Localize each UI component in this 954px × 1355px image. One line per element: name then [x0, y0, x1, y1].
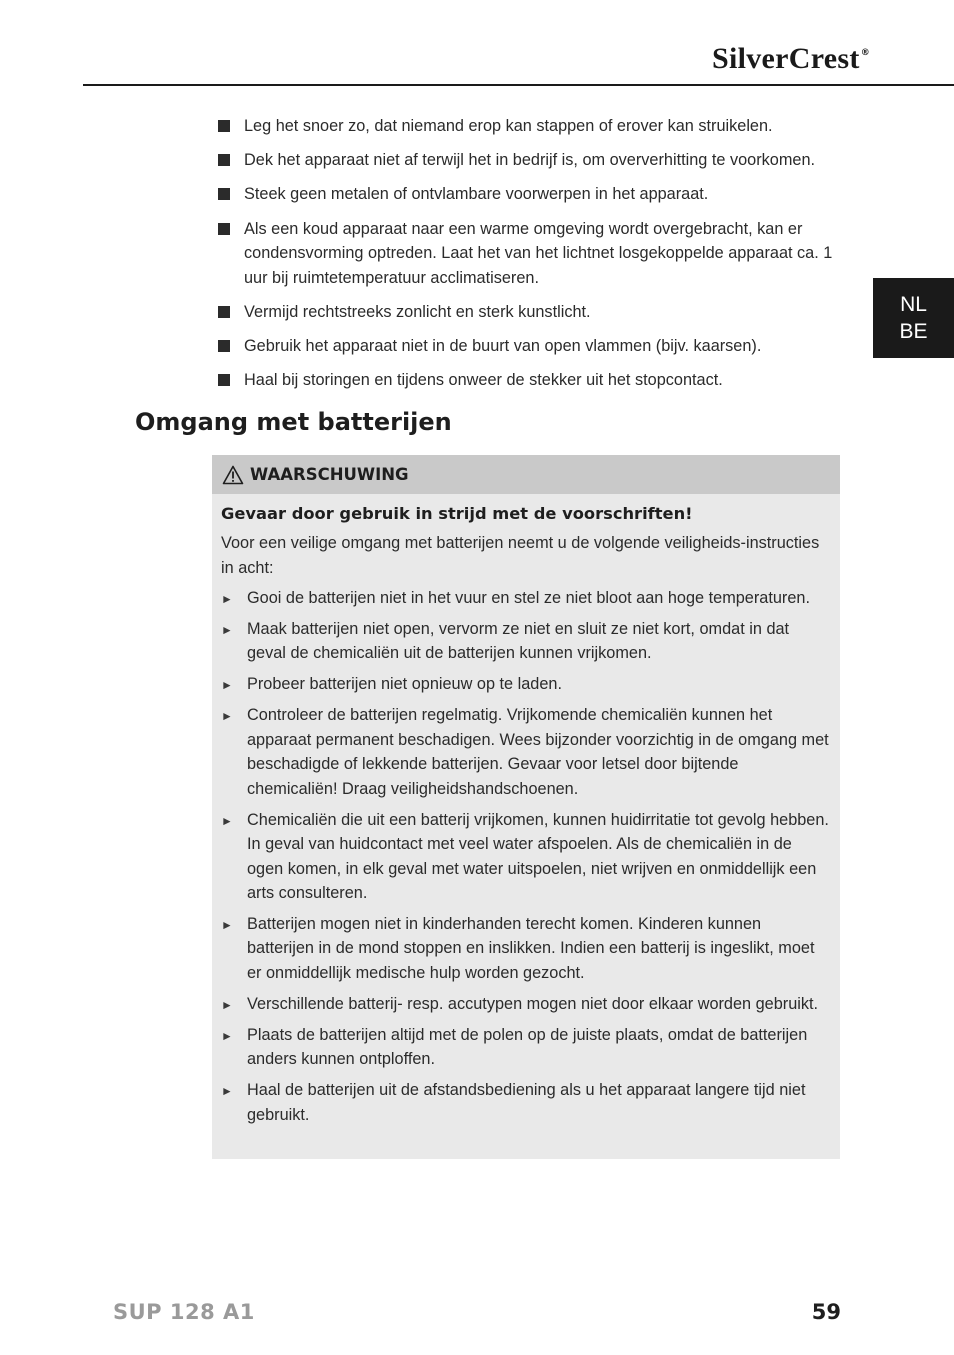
- list-item: [218, 300, 858, 325]
- list-item: [221, 672, 832, 697]
- warning-list: [212, 586, 840, 1127]
- brand-logo: [712, 42, 870, 76]
- list-item: [218, 217, 858, 291]
- footer-model: SUP 128 A1: [113, 1300, 255, 1324]
- list-item: [218, 114, 858, 139]
- brand-logo-text: SilverCrest: [711, 42, 860, 75]
- safety-bullet-list: [218, 114, 858, 402]
- square-bullet-icon: [218, 306, 230, 318]
- language-tab: [873, 278, 954, 358]
- arrow-bullet-icon: ►: [221, 997, 233, 1012]
- arrow-bullet-icon: ►: [221, 592, 233, 606]
- warning-box: [212, 455, 840, 1159]
- list-item: [218, 148, 858, 173]
- warning-subtitle: Gevaar door gebruik in strijd met de voorschriften!: [221, 504, 693, 523]
- arrow-bullet-icon: ►: [221, 709, 233, 724]
- list-item: [218, 182, 858, 207]
- square-bullet-icon: [218, 340, 230, 352]
- list-item-text: Gooi de batterijen niet in het vuur en stel ze niet bloot aan hoge temperaturen.: [247, 589, 810, 607]
- list-item-text: Batterijen mogen niet in kinderhanden terecht komen. Kinderen kunnen batterijen in de mond stoppen en inslikken. Indien een batterij is ingeslikt, moet er onmiddellijk medische hulp worden gezocht.: [247, 914, 815, 982]
- warning-label: WAARSCHUWING: [250, 465, 409, 484]
- list-item-text: Leg het snoer zo, dat niemand erop kan stappen of erover kan struikelen.: [244, 117, 773, 135]
- square-bullet-icon: [218, 154, 230, 166]
- list-item-text: Plaats de batterijen altijd met de polen op de juiste plaats, omdat de batterijen anders kunnen ontploffen.: [247, 1025, 808, 1069]
- list-item: [221, 586, 832, 611]
- list-item: [221, 912, 832, 986]
- list-item: [218, 368, 858, 393]
- list-item-text: Gebruik het apparaat niet in de buurt van open vlammen (bijv. kaarsen).: [244, 336, 762, 355]
- page-number: 59: [811, 1300, 841, 1324]
- arrow-bullet-icon: ►: [221, 1084, 233, 1099]
- registered-mark: ®: [860, 48, 870, 58]
- list-item-text: Controleer de batterijen regelmatig. Vrijkomende chemicaliën kunnen het apparaat permanent beschadigen. Wees bijzonder voorzichtig in de omgang met beschadigde of lekkende batterijen. Gevaar voor letsel door bijtende chemicaliën! Draag veiligheidshandschoenen.: [247, 706, 829, 798]
- list-item: [221, 808, 832, 906]
- warning-triangle-icon: [222, 465, 244, 485]
- square-bullet-icon: [218, 188, 230, 200]
- language-tab-nl: NL: [900, 293, 927, 316]
- section-title: Omgang met batterijen: [135, 408, 452, 436]
- list-item: [218, 334, 858, 359]
- list-item: [221, 617, 832, 666]
- warning-intro: Voor een veilige omgang met batterijen neemt u de volgende veiligheids-instructies in acht:: [221, 534, 820, 577]
- language-tab-be: BE: [899, 320, 928, 343]
- list-item-text: Vermijd rechtstreeks zonlicht en sterk kunstlicht.: [244, 302, 591, 321]
- square-bullet-icon: [218, 374, 230, 386]
- list-item-text: Probeer batterijen niet opnieuw op te laden.: [247, 675, 562, 694]
- list-item-text: Verschillende batterij- resp. accutypen mogen niet door elkaar worden gebruikt.: [247, 994, 819, 1013]
- list-item: [221, 1023, 832, 1072]
- list-item-text: Haal de batterijen uit de afstandsbediening als u het apparaat langere tijd niet gebruikt.: [247, 1081, 806, 1124]
- list-item-text: Haal bij storingen en tijdens onweer de stekker uit het stopcontact.: [244, 371, 723, 390]
- square-bullet-icon: [218, 120, 230, 132]
- list-item-text: Als een koud apparaat naar een warme omgeving wordt overgebracht, kan er condensvorming optreden. Laat het van het lichtnet losgekoppelde apparaat ca. 1 uur bij ruimtetemperatuur acclimatiseren.: [244, 219, 833, 287]
- list-item: [221, 1078, 832, 1127]
- list-item-text: Dek het apparaat niet af terwijl het in bedrijf is, om oververhitting te voorkomen.: [244, 151, 816, 170]
- warning-header: [212, 455, 840, 494]
- list-item: [221, 703, 832, 801]
- arrow-bullet-icon: ►: [221, 1028, 233, 1043]
- square-bullet-icon: [218, 223, 230, 235]
- header-rule: [83, 84, 954, 86]
- arrow-bullet-icon: ►: [221, 917, 233, 932]
- list-item-text: Steek geen metalen of ontvlambare voorwerpen in het apparaat.: [244, 185, 709, 204]
- arrow-bullet-icon: ►: [221, 622, 233, 637]
- list-item-text: Chemicaliën die uit een batterij vrijkomen, kunnen huidirritatie tot gevolg hebben. In geval van huidcontact met veel water afspoelen. Als de chemicaliën in de ogen komen, in elk geval met water uitspoelen, niet wrijven en onmiddellijk een arts consulteren.: [247, 810, 829, 903]
- list-item-text: Maak batterijen niet open, vervorm ze niet en sluit ze niet kort, omdat in dat geval de chemicaliën uit de batterijen kunnen vrijkomen.: [247, 619, 790, 663]
- list-item: [221, 992, 832, 1017]
- arrow-bullet-icon: ►: [221, 678, 233, 693]
- arrow-bullet-icon: ►: [221, 813, 233, 828]
